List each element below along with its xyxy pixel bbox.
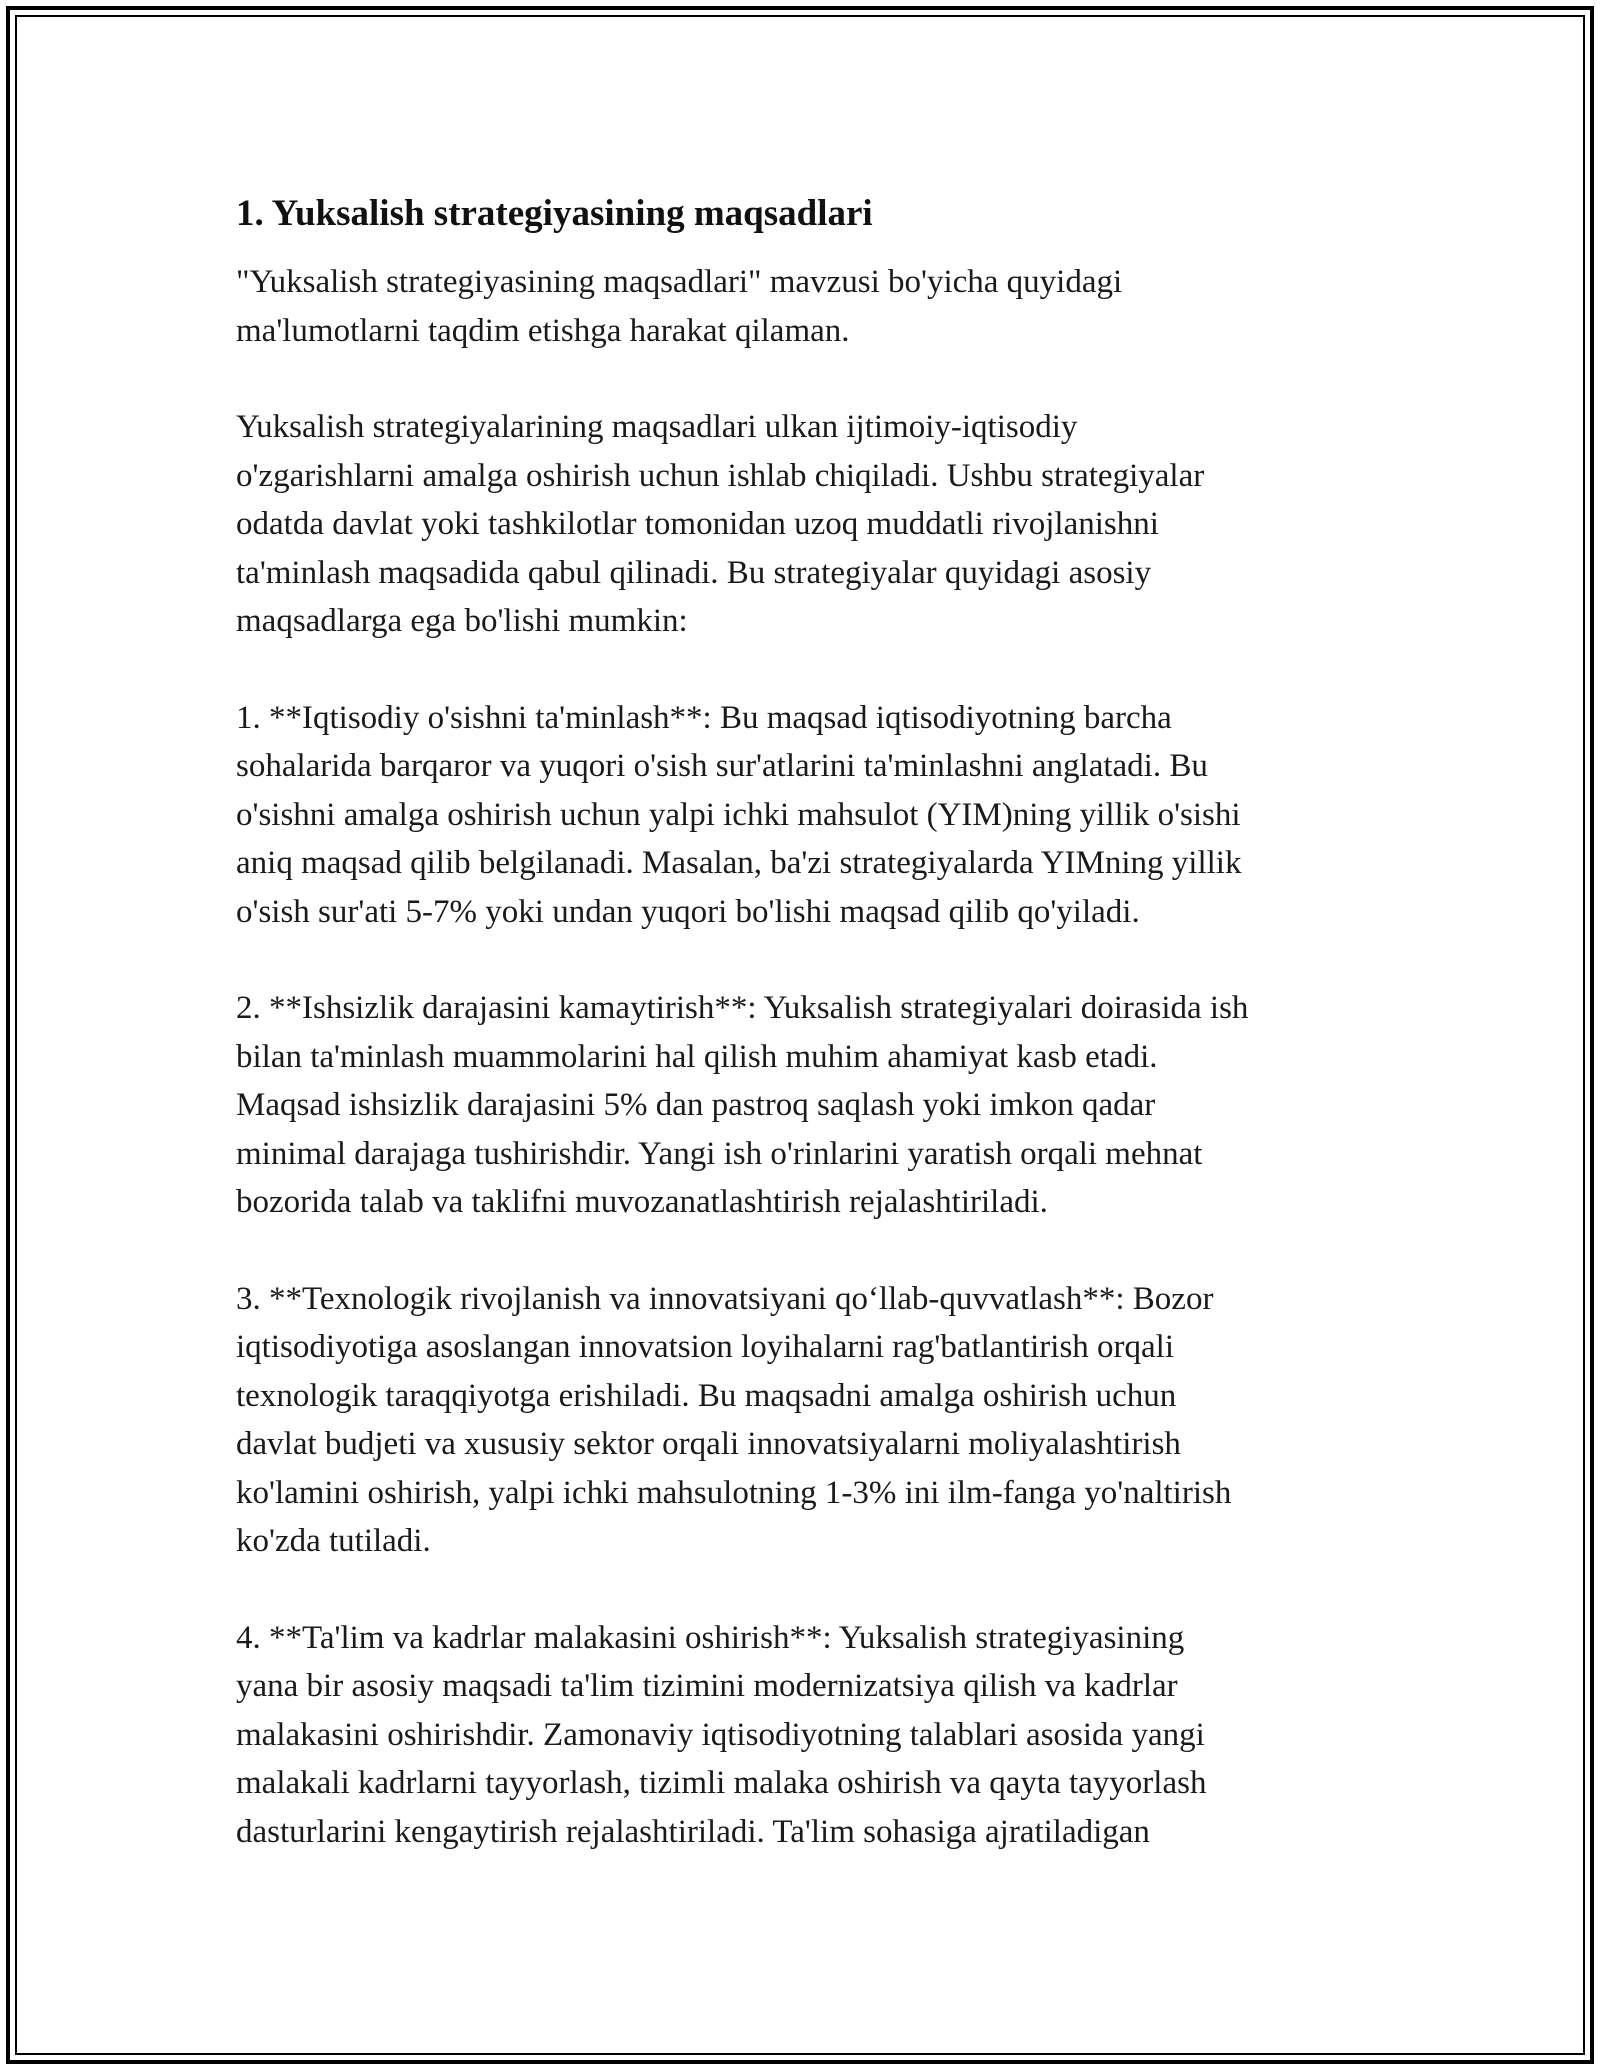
intro-paragraph: "Yuksalish strategiyasining maqsadlari" mavzusi bo'yicha quyidagi ma'lumotlarni taqdim etishga harakat qilaman. [236,264,1123,349]
goal-item-3: 3. **Texnologik rivojlanish va innovatsiyani qo‘llab-quvvatlash**: Bozor iqtisodiyotiga asoslangan innovatsion loyihalarni rag'batlantirish orqali texnologik taraqqiyotga erishiladi. Bu maqsadni amalga oshirish uchun davlat budjeti va xususiy sektor orqali innovatsiyalarni moliyalashtirish ko'lamini oshirish, yalpi ichki mahsulotning 1-3% ini ilm-fanga yo'naltirish ko'zda tutiladi. [236,1280,1232,1559]
goal-item-4: 4. **Ta'lim va kadrlar malakasini oshirish**: Yuksalish strategiyasining yana bir asosiy maqsadi ta'lim tizimini modernizatsiya qilish va kadrlar malakasini oshirishdir. Zamonaviy iqtisodiyotning talablari asosida yangi malakali kadrlarni tayyorlash, tizimli malaka oshirish va qayta tayyorlash dasturlarini kengaytirish rejalashtiriladi. Ta'lim sohasiga ajratiladigan [236,1619,1207,1850]
document-body [236,188,1386,1904]
goal-item-1: 1. **Iqtisodiy o'sishni ta'minlash**: Bu maqsad iqtisodiyotning barcha sohalarida barqaror va yuqori o'sish sur'atlarini ta'minlashni anglatadi. Bu o'sishni amalga oshirish uchun yalpi ichki mahsulot (YIM)ning yillik o'sishi aniq maqsad qilib belgilanadi. Masalan, ba'zi strategiyalarda YIMning yillik o'sish sur'ati 5-7% yoki undan yuqori bo'lishi maqsad qilib qo'yiladi. [236,699,1242,930]
overview-paragraph: Yuksalish strategiyalarining maqsadlari ulkan ijtimoiy-iqtisodiy o'zgarishlarni amalga oshirish uchun ishlab chiqiladi. Ushbu strategiyalar odatda davlat yoki tashkilotlar tomonidan uzoq muddatli rivojlanishni ta'minlash maqsadida qabul qilinadi. Bu strategiyalar quyidagi asosiy maqsadlarga ega bo'lishi mumkin: [236,409,1205,639]
section-heading: 1. Yuksalish strategiyasining maqsadlari [236,193,873,234]
goal-item-2: 2. **Ishsizlik darajasini kamaytirish**: Yuksalish strategiyalari doirasida ish bilan ta'minlash muammolarini hal qilish muhim ahamiyat kasb etadi. Maqsad ishsizlik darajasini 5% dan pastroq saqlash yoki imkon qadar minimal darajaga tushirishdir. Yangi ish o'rinlarini yaratish orqali mehnat bozorida talab va taklifni muvozanatlashtirish rejalashtiriladi. [236,990,1249,1220]
